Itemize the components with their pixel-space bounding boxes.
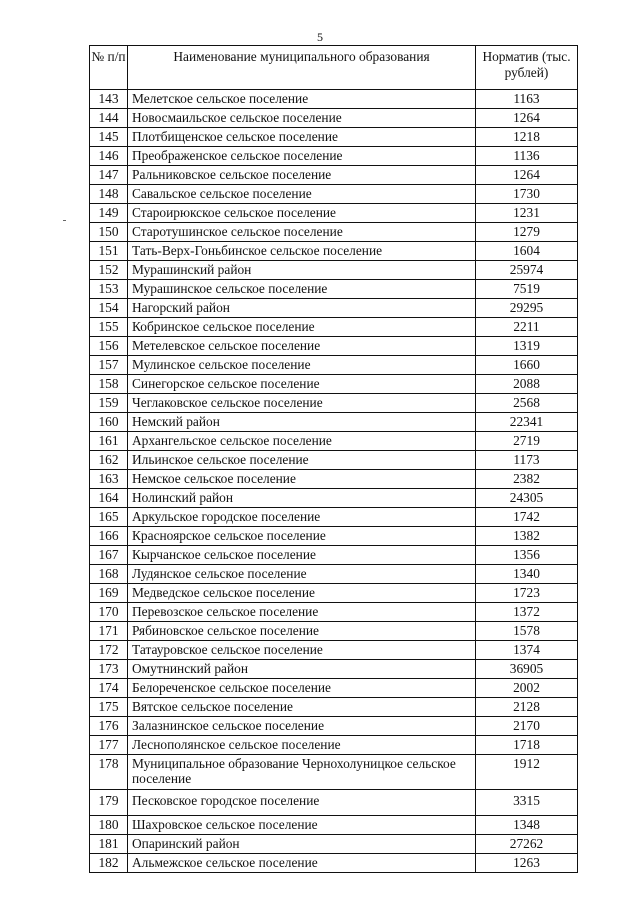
row-value: 1356 (476, 546, 578, 565)
table-row (90, 242, 578, 261)
row-value: 2002 (476, 679, 578, 698)
table-row (90, 451, 578, 470)
row-value: 1742 (476, 508, 578, 527)
row-value: 2382 (476, 470, 578, 489)
row-name: Ильинское сельское поселение (128, 451, 476, 470)
row-number: 156 (90, 337, 128, 356)
row-number: 173 (90, 660, 128, 679)
row-name: Песковское городское поселение (128, 790, 476, 816)
row-name: Татауровское сельское поселение (128, 641, 476, 660)
row-number: 151 (90, 242, 128, 261)
table-row (90, 790, 578, 816)
row-value: 2719 (476, 432, 578, 451)
table-header-row (90, 46, 578, 90)
row-number: 167 (90, 546, 128, 565)
row-value: 1660 (476, 356, 578, 375)
row-number: 159 (90, 394, 128, 413)
row-name: Муниципальное образование Чернохолуницкое сельское поселение (128, 755, 476, 790)
row-name: Староирюкское сельское поселение (128, 204, 476, 223)
row-name: Рябиновское сельское поселение (128, 622, 476, 641)
row-name: Аркульское городское поселение (128, 508, 476, 527)
row-value: 2088 (476, 375, 578, 394)
row-value: 1218 (476, 128, 578, 147)
row-number: 171 (90, 622, 128, 641)
row-name: Тать-Верх-Гоньбинское сельское поселение (128, 242, 476, 261)
row-name: Савальское сельское поселение (128, 185, 476, 204)
row-number: 146 (90, 147, 128, 166)
header-name-label: Наименование муниципального образования (173, 49, 430, 64)
row-value: 2568 (476, 394, 578, 413)
row-value: 24305 (476, 489, 578, 508)
row-value: 1231 (476, 204, 578, 223)
row-number: 169 (90, 584, 128, 603)
row-name: Шахровское сельское поселение (128, 816, 476, 835)
row-name: Перевозское сельское поселение (128, 603, 476, 622)
row-value: 1264 (476, 109, 578, 128)
row-value: 1578 (476, 622, 578, 641)
table-row (90, 185, 578, 204)
table-row (90, 816, 578, 835)
row-value: 2128 (476, 698, 578, 717)
row-number: 153 (90, 280, 128, 299)
row-number: 147 (90, 166, 128, 185)
table-row (90, 622, 578, 641)
row-name: Преображенское сельское поселение (128, 147, 476, 166)
table-row (90, 375, 578, 394)
row-value: 1730 (476, 185, 578, 204)
row-value: 2211 (476, 318, 578, 337)
table-row (90, 641, 578, 660)
row-number: 150 (90, 223, 128, 242)
table-row (90, 109, 578, 128)
row-name: Вятское сельское поселение (128, 698, 476, 717)
table-row (90, 166, 578, 185)
table-row (90, 736, 578, 755)
row-number: 180 (90, 816, 128, 835)
row-number: 162 (90, 451, 128, 470)
row-name: Кырчанское сельское поселение (128, 546, 476, 565)
row-number: 144 (90, 109, 128, 128)
row-name: Мурашинское сельское поселение (128, 280, 476, 299)
header-number (90, 46, 128, 90)
table-row (90, 698, 578, 717)
table-row (90, 565, 578, 584)
row-value: 1372 (476, 603, 578, 622)
row-number: 143 (90, 90, 128, 109)
row-name: Нолинский район (128, 489, 476, 508)
row-number: 170 (90, 603, 128, 622)
table-row (90, 835, 578, 854)
table-row (90, 603, 578, 622)
row-value: 1374 (476, 641, 578, 660)
row-value: 36905 (476, 660, 578, 679)
table-row (90, 318, 578, 337)
page-number: 5 (317, 30, 323, 44)
row-number: 161 (90, 432, 128, 451)
table-body (90, 90, 578, 873)
row-value: 1382 (476, 527, 578, 546)
row-number: 174 (90, 679, 128, 698)
table-row (90, 280, 578, 299)
row-name: Чеглаковское сельское поселение (128, 394, 476, 413)
row-number: 172 (90, 641, 128, 660)
row-number: 165 (90, 508, 128, 527)
row-name: Залазнинское сельское поселение (128, 717, 476, 736)
table-row (90, 356, 578, 375)
row-name: Омутнинский район (128, 660, 476, 679)
row-value: 27262 (476, 835, 578, 854)
table-row (90, 432, 578, 451)
row-value: 1163 (476, 90, 578, 109)
row-number: 155 (90, 318, 128, 337)
table-row (90, 470, 578, 489)
row-name: Мулинское сельское поселение (128, 356, 476, 375)
table-row (90, 660, 578, 679)
row-value: 3315 (476, 790, 578, 816)
row-name: Плотбищенское сельское поселение (128, 128, 476, 147)
row-name: Ральниковское сельское поселение (128, 166, 476, 185)
row-name: Белореченское сельское поселение (128, 679, 476, 698)
row-value: 2170 (476, 717, 578, 736)
row-value: 1319 (476, 337, 578, 356)
table-row (90, 413, 578, 432)
row-name: Красноярское сельское поселение (128, 527, 476, 546)
row-name: Мурашинский район (128, 261, 476, 280)
row-value: 1263 (476, 854, 578, 873)
row-name: Альмежское сельское поселение (128, 854, 476, 873)
row-number: 157 (90, 356, 128, 375)
row-value: 1912 (476, 755, 578, 790)
row-number: 175 (90, 698, 128, 717)
row-name: Медведское сельское поселение (128, 584, 476, 603)
table-row (90, 299, 578, 318)
table-row (90, 584, 578, 603)
row-value: 1173 (476, 451, 578, 470)
table-row (90, 128, 578, 147)
table-row (90, 755, 578, 790)
header-value (476, 46, 578, 90)
row-name: Мелетское сельское поселение (128, 90, 476, 109)
row-name: Нагорский район (128, 299, 476, 318)
row-name: Метелевское сельское поселение (128, 337, 476, 356)
header-value-label: Норматив (тыс. рублей) (482, 49, 571, 80)
row-name: Кобринское сельское поселение (128, 318, 476, 337)
row-value: 1340 (476, 565, 578, 584)
row-name: Лудянское сельское поселение (128, 565, 476, 584)
row-number: 182 (90, 854, 128, 873)
table-row (90, 204, 578, 223)
row-number: 179 (90, 790, 128, 816)
row-number: 163 (90, 470, 128, 489)
row-number: 148 (90, 185, 128, 204)
row-number: 181 (90, 835, 128, 854)
table-row (90, 394, 578, 413)
row-name: Леснополянское сельское поселение (128, 736, 476, 755)
row-number: 152 (90, 261, 128, 280)
row-number: 177 (90, 736, 128, 755)
row-name: Новосмаильское сельское поселение (128, 109, 476, 128)
table-row (90, 546, 578, 565)
row-number: 145 (90, 128, 128, 147)
row-number: 160 (90, 413, 128, 432)
table-row (90, 489, 578, 508)
row-value: 1264 (476, 166, 578, 185)
row-number: 158 (90, 375, 128, 394)
normative-table (89, 45, 578, 873)
row-value: 1718 (476, 736, 578, 755)
row-number: 168 (90, 565, 128, 584)
row-value: 22341 (476, 413, 578, 432)
row-name: Синегорское сельское поселение (128, 375, 476, 394)
row-number: 166 (90, 527, 128, 546)
row-value: 1348 (476, 816, 578, 835)
table-row (90, 508, 578, 527)
row-number: 149 (90, 204, 128, 223)
table-row (90, 527, 578, 546)
table-row (90, 854, 578, 873)
row-number: 164 (90, 489, 128, 508)
row-value: 1136 (476, 147, 578, 166)
row-value: 1604 (476, 242, 578, 261)
row-name: Опаринский район (128, 835, 476, 854)
table-row (90, 90, 578, 109)
table-row (90, 337, 578, 356)
row-number: 154 (90, 299, 128, 318)
table-row (90, 679, 578, 698)
row-name: Старотушинское сельское поселение (128, 223, 476, 242)
row-number: 178 (90, 755, 128, 790)
header-number-label: № п/п (91, 49, 126, 64)
row-value: 29295 (476, 299, 578, 318)
table-row (90, 717, 578, 736)
margin-mark (63, 220, 66, 221)
table-row (90, 147, 578, 166)
row-name: Немский район (128, 413, 476, 432)
row-value: 7519 (476, 280, 578, 299)
row-value: 1279 (476, 223, 578, 242)
table-row (90, 261, 578, 280)
header-name (128, 46, 476, 90)
row-number: 176 (90, 717, 128, 736)
table-row (90, 223, 578, 242)
row-value: 25974 (476, 261, 578, 280)
row-name: Немское сельское поселение (128, 470, 476, 489)
row-name: Архангельское сельское поселение (128, 432, 476, 451)
row-value: 1723 (476, 584, 578, 603)
